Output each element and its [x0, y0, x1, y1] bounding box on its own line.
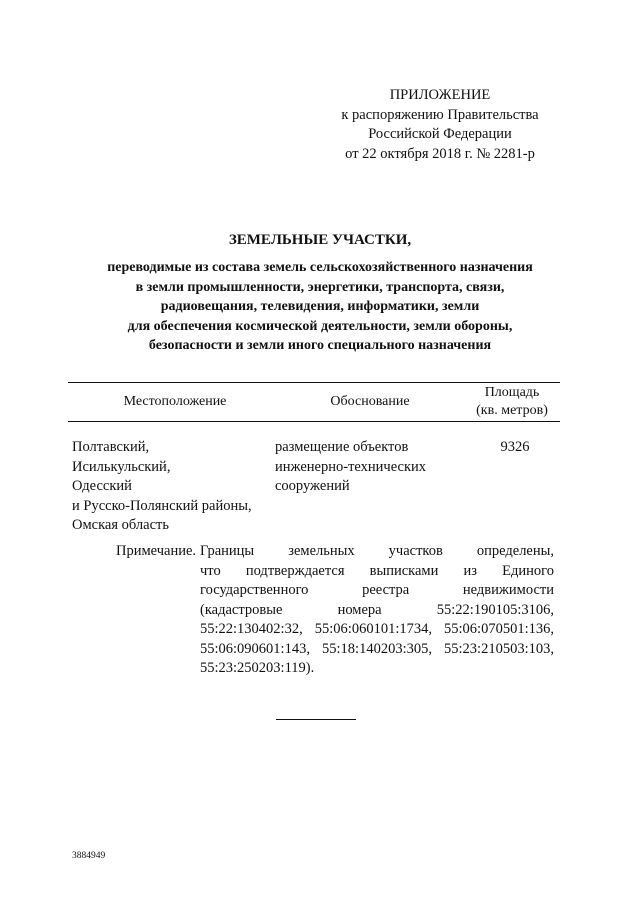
document-title: ЗЕМЕЛЬНЫЕ УЧАСТКИ, — [228, 232, 412, 248]
area-header-unit: (кв. метров) — [476, 403, 548, 418]
subtitle-line: радиовещания, телевидения, информатики, земли — [160, 299, 480, 314]
table-top-rule — [68, 382, 560, 383]
subtitle-line: в земли промышленности, энергетики, транспорта, связи, — [135, 279, 505, 295]
area-cell: 9326 — [500, 439, 530, 455]
note-word: 55:06:060101:1734, — [314, 621, 432, 637]
note-word: 55:06:070501:136, — [444, 621, 554, 637]
annex-government-line: Российской Федерации — [368, 126, 512, 142]
note-line — [200, 581, 554, 601]
location-line: и Русско-Полянский районы, — [72, 497, 252, 514]
note-line — [200, 601, 554, 621]
note-line — [200, 620, 554, 640]
note-word: земельных — [288, 543, 355, 559]
note-word: государственного — [200, 582, 309, 598]
subtitle-line: переводимые из состава земель сельскохозяйственного назначения — [107, 260, 533, 275]
note-word: 55:18:140203:305, — [322, 640, 432, 657]
column-header-area — [462, 384, 562, 420]
annex-date-number: от 22 октября 2018 г. № 2281-р — [345, 145, 535, 162]
note-word: что — [200, 562, 221, 579]
subtitle-line: безопасности и земли иного специального назначения — [148, 338, 492, 353]
basis-line: инженерно-технических — [275, 458, 426, 475]
table-header-rule — [68, 421, 560, 422]
note-word: 55:22:190105:3106, — [436, 601, 554, 618]
note-word: недвижимости — [462, 582, 554, 598]
basis-line: сооружений — [275, 478, 350, 494]
note-word: 55:22:130402:32, — [200, 621, 303, 637]
note-word: подтверждается — [245, 562, 345, 579]
note-line: 55:23:250203:119). — [200, 660, 315, 676]
note-word: 55:06:090601:143, — [200, 640, 310, 657]
basis-cell — [275, 438, 426, 497]
note-word: выписками — [369, 562, 439, 579]
annex-header — [330, 86, 550, 164]
note-line — [200, 542, 554, 562]
document-subtitle — [60, 258, 580, 356]
note-line — [200, 640, 554, 660]
column-header-location: Местоположение — [123, 394, 227, 409]
note-word: из — [463, 562, 478, 579]
column-header-basis: Обоснование — [330, 394, 410, 409]
note-word: номера — [337, 601, 382, 618]
note-label: Примечание. — [116, 543, 197, 559]
note-word: участков — [388, 543, 443, 559]
annex-label: ПРИЛОЖЕНИЕ — [389, 87, 491, 103]
end-separator-line — [276, 719, 356, 720]
basis-line: размещение объектов — [275, 439, 409, 455]
location-line: Полтавский, — [72, 439, 150, 455]
note-word: реестра — [362, 582, 410, 598]
note-word: (кадастровые — [200, 601, 283, 618]
note-line — [200, 562, 554, 582]
note-word: Единого — [502, 562, 554, 579]
location-line: Омская область — [72, 517, 169, 533]
location-line: Исилькульский, — [72, 458, 171, 475]
note-word: определены, — [476, 543, 554, 559]
location-line: Одесский — [72, 478, 132, 494]
document-number: 3884949 — [72, 851, 106, 861]
note-text — [200, 542, 554, 679]
area-header-line: Площадь — [484, 385, 540, 400]
note-word: 55:23:210503:103, — [444, 640, 554, 657]
location-cell — [72, 438, 252, 536]
annex-decree-line: к распоряжению Правительства — [341, 106, 539, 123]
note-word: Границы — [200, 543, 255, 559]
subtitle-line: для обеспечения космической деятельности, земли обороны, — [127, 318, 513, 334]
